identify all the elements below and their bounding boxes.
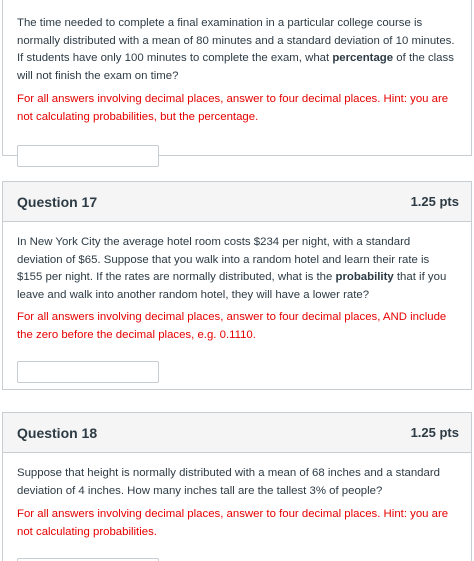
- question-17-hint: For all answers involving decimal places, answer to four decimal places, AND include the zero before the decimal places, e.g. 0.1110.: [17, 311, 447, 341]
- question-16-hint: For all answers involving decimal places, answer to four decimal places. Hint: you are not calculating probabilities, but the percentage.: [17, 93, 449, 123]
- question-18-card: [2, 412, 472, 561]
- question-16-card: [2, 0, 472, 156]
- question-16-text: The time needed to complete a final examination in a particular college course is normally distributed with a mean of 80 minutes and a standard deviation of 10 minutes. If students have only 100 minutes to complete the exam, what percentage of the class will not finish the exam on time?: [17, 17, 455, 82]
- question-16-answer-input[interactable]: [17, 145, 159, 167]
- question-17-card: [2, 181, 472, 390]
- question-18-text: Suppose that height is normally distributed with a mean of 68 inches and a standard deviation of 4 inches. How many inches tall are the tallest 3% of people?: [17, 467, 440, 497]
- question-17-header: [3, 182, 471, 222]
- question-18-header: [3, 413, 471, 453]
- question-17-points: 1.25 pts: [410, 194, 459, 209]
- question-18-title: Question 18: [17, 424, 98, 441]
- question-18-hint: For all answers involving decimal places, answer to four decimal places. Hint: you are not calculating probabilities.: [17, 508, 449, 538]
- question-17-answer-input[interactable]: [17, 361, 159, 383]
- question-18-points: 1.25 pts: [410, 425, 459, 440]
- question-17-title: Question 17: [17, 193, 98, 210]
- question-17-text: In New York City the average hotel room costs $234 per night, with a standard deviation of $65. Suppose that you walk into a random hotel and learn their rate is $155 per night. If the rates are normally distributed, what is the probability that if you leave and walk into another random hotel, they will have a lower rate?: [17, 236, 447, 301]
